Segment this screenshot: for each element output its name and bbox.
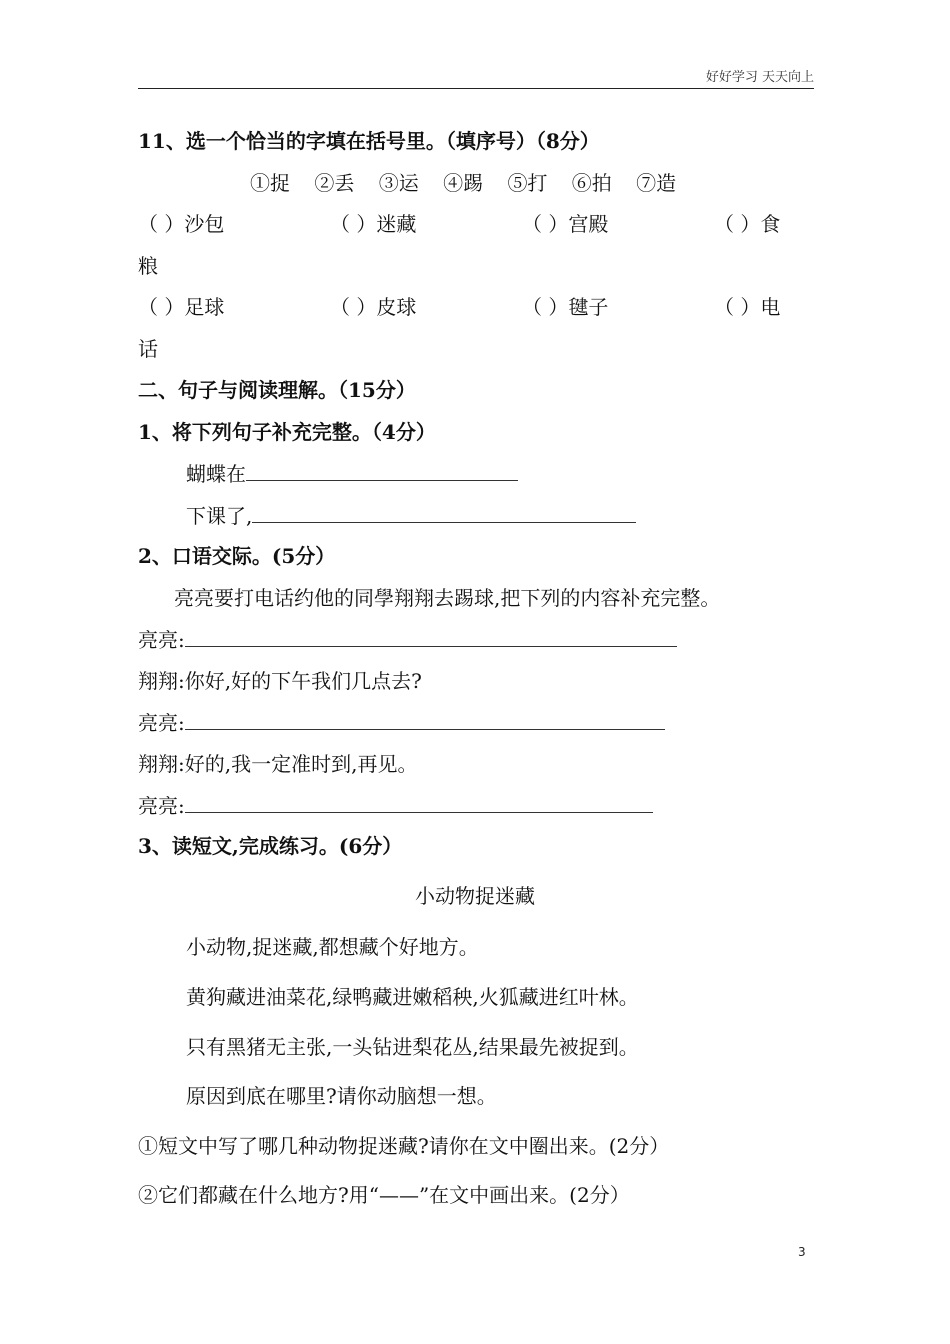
passage-line-4: 原因到底在哪里?请你动脑想一想。 — [186, 1084, 497, 1108]
q11-row1-item-3: （ ）宫殿 — [522, 212, 609, 236]
q11-heading: 11、选一个恰当的字填在括号里。（填序号）（8分） — [138, 129, 600, 153]
option-1: ①捉 — [250, 171, 290, 195]
answer-blank[interactable] — [185, 626, 677, 647]
q3-sub-question-1: ①短文中写了哪几种动物捉迷藏?请你在文中圈出来。(2分） — [138, 1134, 670, 1158]
answer-blank[interactable] — [185, 709, 665, 730]
option-5: ⑤打 — [507, 171, 548, 195]
section2-heading: 二、句子与阅读理解。（15分） — [138, 378, 416, 402]
answer-blank[interactable] — [252, 502, 636, 523]
q11-row1-item-2: （ ）迷藏 — [330, 212, 417, 236]
q3-heading: 3、读短文,完成练习。(6分） — [138, 834, 403, 858]
option-2: ②丢 — [314, 171, 355, 195]
q2-heading: 2、口语交际。(5分） — [138, 544, 336, 568]
page-number: 3 — [798, 1245, 806, 1259]
option-6: ⑥拍 — [571, 171, 612, 195]
q2-intro: 亮亮要打电话约他的同學翔翔去踢球,把下列的内容补充完整。 — [174, 586, 721, 610]
q11-row2-item-2: （ ）皮球 — [330, 295, 417, 319]
passage-line-1: 小动物,捉迷藏,都想藏个好地方。 — [186, 935, 479, 959]
q1-line2-prompt: 下课了, — [186, 504, 253, 528]
dialogue-line-1 — [138, 626, 677, 653]
dialogue-line-4: 翔翔:好的,我一定准时到,再见。 — [138, 752, 418, 776]
option-7: ⑦造 — [636, 171, 677, 195]
q1-line1 — [186, 460, 518, 487]
answer-blank[interactable] — [246, 460, 518, 481]
dialogue-line-5 — [138, 792, 653, 819]
option-4: ④踢 — [443, 171, 484, 195]
q11-row2-item-3: （ ）毽子 — [522, 295, 609, 319]
page-header: 好好学习 天天向上 — [705, 70, 814, 85]
option-3: ③运 — [378, 171, 419, 195]
q11-row1-item-4: （ ）食 — [714, 212, 781, 236]
answer-blank[interactable] — [185, 792, 653, 813]
q11-row2-item-4: （ ）电 — [714, 295, 781, 319]
q11-row1-wrap: 粮 — [138, 254, 158, 278]
q1-line2 — [186, 502, 636, 529]
q11-row2-item-1: （ ）足球 — [138, 295, 225, 319]
dialogue-line-3 — [138, 709, 665, 736]
dialogue-line-2: 翔翔:你好,好的下午我们几点去? — [138, 669, 422, 693]
q11-row1-item-1: （ ）沙包 — [138, 212, 225, 236]
passage-title: 小动物捉迷藏 — [415, 884, 535, 908]
speaker-label: 亮亮: — [138, 711, 185, 735]
q1-heading: 1、将下列句子补充完整。（4分） — [138, 420, 436, 444]
speaker-label: 亮亮: — [138, 794, 185, 818]
header-rule — [138, 88, 814, 89]
speaker-label: 亮亮: — [138, 628, 185, 652]
q11-options — [250, 170, 694, 196]
q11-row2-wrap: 话 — [138, 337, 158, 361]
passage-line-3: 只有黑猪无主张,一头钻进梨花丛,结果最先被捉到。 — [186, 1035, 639, 1059]
q3-sub-question-2: ②它们都藏在什么地方?用“——”在文中画出来。(2分） — [138, 1183, 630, 1207]
passage-line-2: 黄狗藏进油菜花,绿鸭藏进嫩稻秧,火狐藏进红叶林。 — [186, 985, 639, 1009]
q1-line1-prompt: 蝴蝶在 — [186, 462, 246, 486]
